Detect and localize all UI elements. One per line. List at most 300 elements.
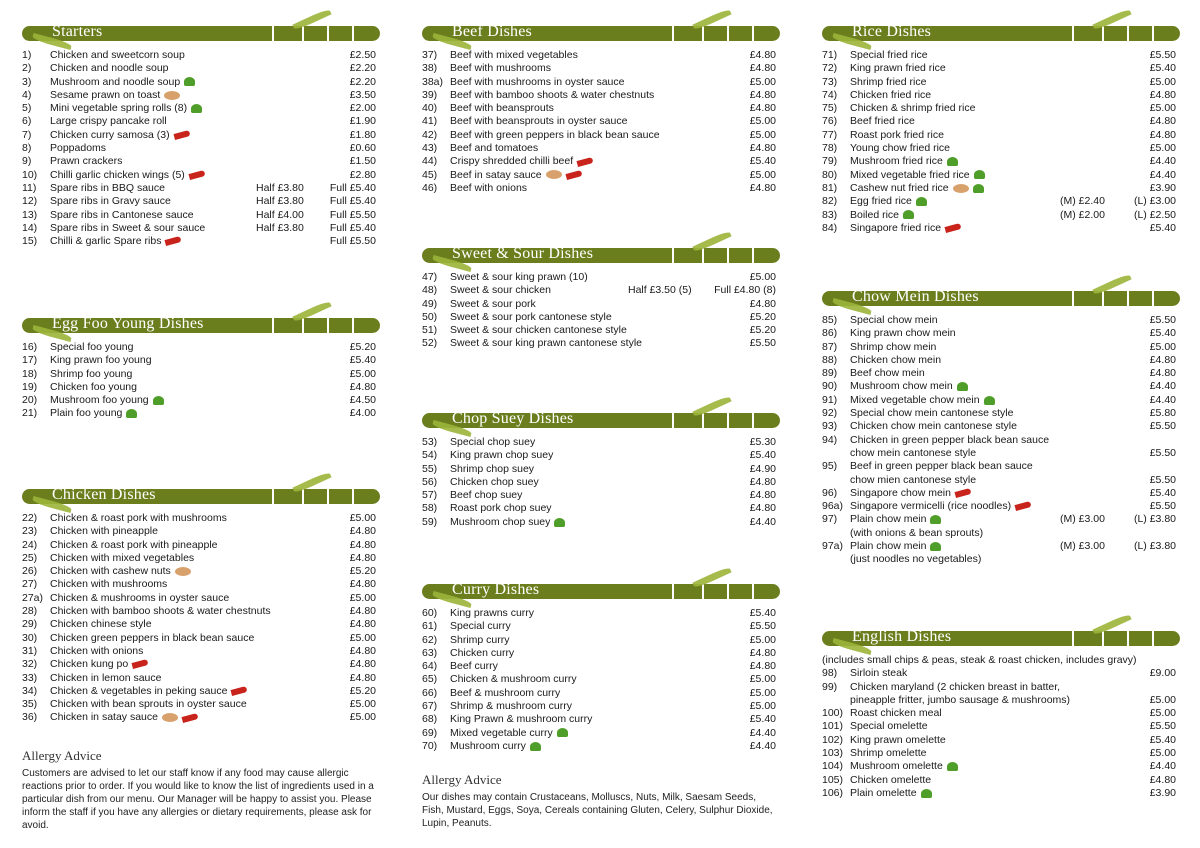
item-number: 99) (822, 680, 838, 693)
item-price: £1.80 (349, 128, 376, 141)
menu-item (422, 49, 780, 62)
item-price: £2.80 (349, 168, 376, 181)
item-half-price: Half £3.50 (5) (628, 284, 692, 297)
item-price: £5.40 (1149, 733, 1176, 746)
broccoli-icon (530, 742, 541, 751)
item-price: £5.00 (749, 115, 776, 128)
menu-item (22, 578, 380, 591)
menu-item (22, 565, 380, 578)
item-number: 52) (422, 337, 438, 350)
item-number: 41) (422, 115, 438, 128)
item-price: £5.20 (349, 565, 376, 578)
menu-item (422, 463, 780, 476)
banner-segment (1127, 631, 1129, 646)
item-price: £4.40 (749, 739, 776, 752)
section-banner (22, 22, 380, 44)
item-name-text: Chicken curry (450, 646, 515, 659)
item-number: 67) (422, 700, 438, 713)
allergy-advice-middle (422, 772, 780, 830)
item-name (450, 647, 514, 660)
item-number: 19) (22, 380, 38, 393)
broccoli-icon (974, 170, 985, 179)
menu-item (822, 734, 1180, 747)
item-price: £5.30 (749, 436, 776, 448)
item-price: Full £5.40 (329, 221, 376, 234)
item-name-text: Chicken with bamboo shoots & water chestnuts (50, 605, 271, 618)
item-number: 69) (422, 726, 438, 739)
menu-item (422, 169, 780, 182)
menu-item (422, 337, 780, 350)
item-price: £5.50 (1149, 314, 1176, 326)
item-price: £5.00 (749, 128, 776, 141)
banner-segment (1102, 291, 1104, 306)
item-name (850, 222, 961, 235)
menu-item (422, 740, 780, 753)
item-number: 4) (22, 88, 32, 101)
item-name-text: Plain chow mein (850, 540, 927, 553)
item-price: £2.00 (349, 102, 376, 115)
item-price: £5.00 (1149, 102, 1176, 115)
item-name (850, 115, 915, 128)
item-price: £5.20 (749, 310, 776, 323)
item-price: £4.80 (749, 475, 776, 488)
menu-item (422, 436, 780, 449)
item-name (50, 685, 247, 698)
item-name (850, 182, 984, 195)
item-price: £4.80 (1149, 88, 1176, 101)
item-name-text: Special fried rice (850, 49, 928, 61)
item-number: 36) (22, 711, 38, 724)
item-price: £5.40 (1149, 62, 1176, 75)
menu-item (822, 760, 1180, 773)
item-name-text: Shrimp omelette (850, 747, 927, 760)
menu-item (22, 552, 380, 565)
item-name-text: Chicken curry samosa (3) (50, 128, 170, 141)
item-name-text: Mushroom curry (450, 739, 526, 752)
item-name-text: Chicken and noodle soup (50, 62, 169, 75)
menu-item (822, 327, 1180, 340)
menu-item (22, 711, 380, 724)
item-price: £4.80 (749, 88, 776, 101)
item-name (850, 314, 938, 327)
menu-item (822, 195, 1180, 208)
chili-icon (132, 660, 149, 670)
item-name-text: Chilli & garlic Spare ribs (50, 235, 162, 248)
item-number: 7) (22, 128, 32, 141)
item-number: 33) (22, 671, 38, 684)
item-name-text: Chicken with bean sprouts in oyster sauce (50, 698, 247, 711)
item-medium-price: (M) £3.00 (1060, 513, 1105, 526)
item-name (850, 553, 981, 566)
item-price: £4.80 (749, 660, 776, 673)
item-name (50, 155, 122, 168)
item-number: 27a) (22, 591, 44, 604)
item-price: £4.40 (1149, 155, 1176, 168)
item-number: 30) (22, 631, 38, 644)
menu-item (22, 341, 380, 354)
item-price: £5.00 (349, 367, 376, 380)
item-name-text: Singapore fried rice (850, 221, 942, 234)
item-number: 56) (422, 475, 438, 488)
item-price: £4.40 (1149, 393, 1176, 406)
item-price: £4.80 (749, 489, 776, 502)
item-price: £5.00 (749, 686, 776, 699)
item-number: 50) (422, 310, 438, 323)
banner-segment (1072, 631, 1074, 646)
item-number: 2) (22, 62, 32, 75)
item-name (450, 155, 593, 168)
item-name-text: Chicken & roast pork with mushrooms (50, 512, 227, 524)
item-name (850, 367, 925, 380)
item-name-text: Chicken foo young (50, 380, 137, 393)
item-number: 62) (422, 633, 438, 646)
item-name-text: (just noodles no vegetables) (850, 553, 982, 566)
item-name-text: Mushroom chow mein (850, 380, 953, 393)
item-medium-price: (M) £3.00 (1060, 540, 1105, 553)
item-name (850, 434, 1049, 447)
item-number: 20) (22, 394, 38, 407)
item-name-text: Chicken omelette (850, 773, 932, 786)
item-name-text: Mixed vegetable curry (450, 726, 553, 739)
item-name (50, 645, 143, 658)
item-number: 88) (822, 353, 838, 366)
item-name-text: Shrimp chow mein (850, 340, 937, 353)
banner-segment (672, 584, 674, 599)
item-number: 12) (22, 195, 38, 208)
item-number: 66) (422, 686, 438, 699)
item-price: £2.50 (349, 49, 376, 61)
item-name (50, 89, 180, 102)
menu-item (822, 540, 1180, 553)
item-number: 31) (22, 644, 38, 657)
item-name (450, 502, 552, 515)
broccoli-icon (921, 789, 932, 798)
menu-item (422, 660, 780, 673)
item-price: £4.80 (749, 502, 776, 515)
menu-items (822, 314, 1180, 567)
item-name (50, 169, 205, 182)
item-number: 3) (22, 75, 32, 88)
menu-item (822, 62, 1180, 75)
item-name-text: Sesame prawn on toast (50, 88, 161, 101)
banner-segment (1152, 26, 1154, 41)
item-name-text: Chicken maryland (2 chicken breast in batter, (850, 680, 1061, 693)
menu-item (22, 222, 380, 235)
item-price: £4.40 (749, 726, 776, 739)
menu-item (22, 235, 380, 248)
item-name-text: Chicken in lemon sauce (50, 671, 162, 684)
allergy-text: Customers are advised to let our staff know if any food may cause allergic reactions prior to order. If you would like to know the list of ingredients used in a particular dish from our menu. Our Manager will be happy to assist you. Please inform the staff if you have any allergies or dietary requirements, please ask for avoid. (22, 768, 374, 831)
allergy-advice-left (22, 748, 380, 832)
menu-item (822, 500, 1180, 513)
item-price: £3.50 (349, 88, 376, 101)
menu-item (422, 129, 780, 142)
broccoli-icon (191, 104, 202, 113)
item-price: £0.60 (349, 142, 376, 155)
item-name-text: Beef fried rice (850, 115, 915, 128)
item-name-text: Chicken with pineapple (50, 525, 158, 538)
item-name-text: Mushroom omelette (850, 760, 943, 773)
item-number: 6) (22, 115, 32, 128)
item-number: 42) (422, 128, 438, 141)
item-price: £5.20 (349, 684, 376, 697)
menu-item (822, 447, 1180, 460)
item-number: 23) (22, 525, 38, 538)
item-price: Full £5.50 (329, 235, 376, 248)
item-name-text: Mushroom foo young (50, 394, 149, 407)
item-price: (L) £3.80 (1133, 540, 1176, 553)
menu-item (22, 76, 380, 89)
item-name (50, 381, 137, 394)
menu-item (822, 76, 1180, 89)
item-name-text: Chicken and sweetcorn soup (50, 49, 185, 61)
item-name-text: King prawn omelette (850, 733, 946, 746)
item-name-text: Spare ribs in Gravy sauce (50, 195, 171, 208)
item-name (450, 129, 660, 142)
item-name-text: Beef in satay sauce (450, 168, 542, 181)
item-number: 27) (22, 578, 38, 591)
banner-segment (352, 26, 354, 41)
item-name (450, 102, 554, 115)
item-price: £4.80 (749, 142, 776, 155)
item-name (850, 142, 950, 155)
menu-item (422, 727, 780, 740)
menu-item (822, 487, 1180, 500)
item-name-text: pineapple fritter, jumbo sausage & mushrooms) (850, 693, 1071, 706)
item-name (850, 407, 1013, 420)
item-name (450, 324, 627, 337)
item-name-text: Shrimp fried rice (850, 75, 927, 88)
item-name (450, 62, 551, 75)
item-number: 1) (22, 49, 32, 61)
item-price: £4.80 (349, 644, 376, 657)
item-name (50, 368, 132, 381)
item-name-text: Sweet & sour pork cantonese style (450, 310, 612, 323)
item-price: £4.80 (1149, 115, 1176, 128)
item-price: £4.80 (749, 297, 776, 310)
banner-segment (352, 489, 354, 504)
banner-segment (272, 489, 274, 504)
menu-items (822, 49, 1180, 235)
item-name-text: Sweet & sour chicken (450, 284, 551, 297)
item-name-text: King prawns curry (450, 607, 535, 619)
item-price: £4.80 (349, 605, 376, 618)
menu-item (22, 155, 380, 168)
menu-item (422, 271, 780, 284)
item-name (50, 539, 218, 552)
item-name-text: Roast pork fried rice (850, 128, 944, 141)
chili-icon (954, 488, 971, 498)
section-english (822, 627, 1180, 800)
item-name (50, 49, 185, 62)
item-price: £5.00 (1149, 693, 1176, 706)
broccoli-icon (153, 396, 164, 405)
menu-item (822, 102, 1180, 115)
item-price: £4.80 (349, 578, 376, 591)
item-name-text: Beef with beansprouts in oyster sauce (450, 115, 628, 128)
section-banner (22, 485, 380, 507)
item-name-text: Beef chop suey (450, 489, 523, 502)
section-title: Starters (52, 23, 103, 40)
menu-item (422, 102, 780, 115)
item-name (850, 460, 1033, 473)
chili-icon (188, 170, 205, 180)
item-price: £4.40 (1149, 380, 1176, 393)
item-price: £5.40 (749, 449, 776, 462)
menu-item (822, 720, 1180, 733)
section-banner (822, 627, 1180, 649)
item-price: £3.90 (1149, 786, 1176, 799)
item-number: 40) (422, 102, 438, 115)
item-name-text: Chicken chow mein (850, 353, 942, 366)
menu-item (422, 298, 780, 311)
item-price: £5.50 (1149, 446, 1176, 459)
nut-icon (175, 567, 191, 576)
item-number: 22) (22, 512, 38, 524)
item-name-text: Beef and tomatoes (450, 142, 539, 155)
menu-item (822, 354, 1180, 367)
item-name-text: Special chow mein (850, 314, 938, 326)
banner-segment (752, 584, 754, 599)
item-price: £5.50 (1149, 49, 1176, 61)
menu-item (22, 368, 380, 381)
item-name-text: Chicken in green pepper black bean sauce (850, 433, 1050, 446)
menu-item (422, 607, 780, 620)
broccoli-icon (947, 157, 958, 166)
menu-item (822, 513, 1180, 526)
item-name (450, 284, 551, 297)
menu-item (422, 700, 780, 713)
item-price: £5.80 (1149, 407, 1176, 420)
item-name-text: King prawn chow mein (850, 327, 956, 340)
menu-item (422, 647, 780, 660)
item-name (450, 727, 568, 740)
section-title: Chicken Dishes (52, 486, 156, 503)
item-name-text: Chicken with mixed vegetables (50, 551, 195, 564)
item-price: £5.00 (1149, 707, 1176, 720)
allergy-text: Our dishes may contain Crustaceans, Molluscs, Nuts, Milk, Saesam Seeds, Fish, Mustard, Eggs, Soya, Cereals containing Gluten, Celery, Sulphur Dioxide, Lupin, Peanuts. (422, 792, 773, 829)
banner-segment (672, 248, 674, 263)
item-number: 71) (822, 49, 838, 61)
item-name-text: Spare ribs in Sweet & sour sauce (50, 221, 206, 234)
item-number: 38a) (422, 75, 444, 88)
item-price: £5.00 (749, 271, 776, 283)
item-number: 16) (22, 341, 38, 353)
banner-segment (672, 413, 674, 428)
item-name (50, 658, 148, 671)
item-medium-price: (M) £2.00 (1060, 208, 1105, 221)
item-price: (L) £3.00 (1133, 195, 1176, 208)
item-name (850, 747, 926, 760)
banner-segment (1152, 631, 1154, 646)
menu-item (822, 420, 1180, 433)
item-name-text: Sirloin steak (850, 667, 908, 680)
nut-icon (164, 91, 180, 100)
item-name (450, 740, 541, 753)
menu-item (822, 380, 1180, 393)
broccoli-icon (916, 197, 927, 206)
section-curry (422, 580, 780, 753)
allergy-title: Allergy Advice (22, 748, 102, 763)
item-price: £5.20 (749, 324, 776, 337)
item-number: 100) (822, 707, 844, 720)
menu-item (822, 681, 1180, 694)
item-price: £2.20 (349, 75, 376, 88)
section-banner (422, 580, 780, 602)
item-price: £5.50 (1149, 420, 1176, 433)
item-name (450, 634, 510, 647)
item-number: 75) (822, 102, 838, 115)
item-name-text: Special curry (450, 620, 511, 633)
item-name (850, 681, 1060, 694)
item-name (850, 694, 1070, 707)
menu-item (22, 195, 380, 208)
menu-item (822, 169, 1180, 182)
item-name-text: King prawn fried rice (850, 62, 946, 75)
item-price: £4.80 (349, 618, 376, 631)
item-number: 13) (22, 208, 38, 221)
item-price: £4.40 (1149, 760, 1176, 773)
item-price: £4.80 (749, 181, 776, 194)
item-name (850, 129, 944, 142)
allergy-title: Allergy Advice (422, 772, 502, 787)
chili-icon (1015, 501, 1032, 511)
item-name (850, 195, 927, 208)
menu-item (22, 394, 380, 407)
section-title: Chop Suey Dishes (452, 410, 574, 427)
item-name-text: Mushroom chop suey (450, 515, 551, 528)
item-name-text: Chicken kung po (50, 658, 129, 671)
item-name (450, 298, 536, 311)
item-price: £4.80 (749, 62, 776, 75)
item-number: 49) (422, 297, 438, 310)
menu-item (822, 129, 1180, 142)
item-name-text: Chicken chinese style (50, 618, 152, 631)
item-number: 43) (422, 142, 438, 155)
item-name (850, 707, 942, 720)
chili-icon (173, 130, 190, 140)
item-number: 96) (822, 486, 838, 499)
item-price: £4.40 (1149, 168, 1176, 181)
menu-item (822, 553, 1180, 566)
item-price: £4.80 (349, 525, 376, 538)
item-name-text: Chicken with onions (50, 644, 144, 657)
item-name (50, 618, 152, 631)
item-number: 74) (822, 88, 838, 101)
item-name-text: Chicken chow mein cantonese style (850, 420, 1017, 433)
item-name-text: Beef with bamboo shoots & water chestnuts (450, 88, 655, 101)
item-name (850, 62, 946, 75)
item-name-text: Roast pork chop suey (450, 502, 552, 515)
item-number: 9) (22, 155, 32, 168)
item-name-text: Sweet & sour pork (450, 297, 536, 310)
item-number: 64) (422, 660, 438, 673)
item-name-text: Beef with green peppers in black bean sauce (450, 128, 660, 141)
item-name (50, 222, 205, 235)
item-number: 24) (22, 538, 38, 551)
item-name (50, 672, 161, 685)
item-name (850, 734, 946, 747)
menu-item (422, 673, 780, 686)
menu-item (822, 341, 1180, 354)
item-name (450, 673, 577, 686)
item-name (50, 235, 181, 248)
menu-item (22, 182, 380, 195)
menu-item (422, 634, 780, 647)
item-price: £5.00 (1149, 340, 1176, 353)
section-rice (822, 22, 1180, 235)
item-name (850, 49, 928, 62)
